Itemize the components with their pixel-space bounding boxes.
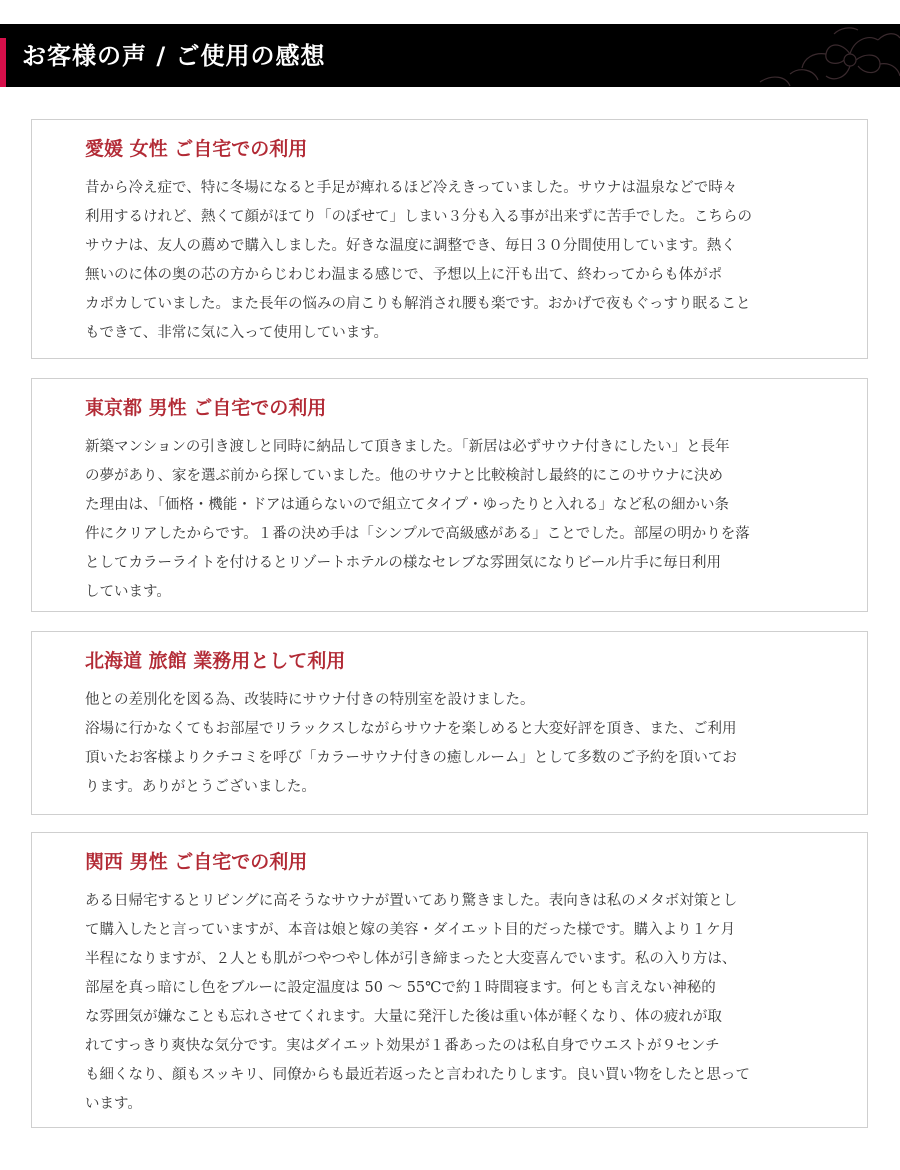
testimonial-body: 他との差別化を図る為、改装時にサウナ付きの特別室を設けました。 浴場に行かなくてもお部屋でリラックスしながらサウナを楽しめると大変好評を頂き、また、ご利用 頂いたお客様よりクチコミを呼び「カラーサウナ付きの癒しルーム」として多数のご予約を頂いてお ります。ありがとうございました。 <box>85 692 737 795</box>
testimonial-title: 北海道 旅館 業務用として利用 <box>85 650 346 672</box>
testimonial-title: 東京都 男性 ご自宅での利用 <box>85 397 327 419</box>
testimonial-title: 愛媛 女性 ご自宅での利用 <box>85 138 308 160</box>
flower-ornament-icon <box>730 24 900 87</box>
header-accent-bar <box>0 38 6 87</box>
section-header <box>0 24 900 87</box>
testimonial-card <box>31 119 868 359</box>
testimonial-card <box>31 378 868 612</box>
testimonial-card <box>31 832 868 1128</box>
section-title: お客様の声 / ご使用の感想 <box>22 42 326 70</box>
testimonial-body: 新築マンションの引き渡しと同時に納品して頂きました。「新居は必ずサウナ付きにしたい」と長年 の夢があり、家を選ぶ前から探していました。他のサウナと比較検討し最終的にこのサウナに決め た理由は、「価格・機能・ドアは通らないので組立てタイプ・ゆったりと入れる」など私の細かい条 件にクリアしたからです。１番の決め手は「シンプルで高級感がある」ことでした。部屋の明かりを落 としてカラーライトを付けるとリゾートホテルの様なセレブな雰囲気になりビール片手に毎日利用 しています。 <box>85 439 750 600</box>
testimonial-body: ある日帰宅するとリビングに高そうなサウナが置いてあり驚きました。表向きは私のメタボ対策とし て購入したと言っていますが、本音は娘と嫁の美容・ダイエット目的だった様です。購入より１ケ月 半程になりますが、２人とも肌がつやつやし体が引き締まったと大変喜んでいます。私の入り方は、 部屋を真っ暗にし色をブルーに設定温度は 50 ～ 55℃で約１時間寝ます。何とも言えない神秘的 な雰囲気が嫌なことも忘れさせてくれます。大量に発汗した後は重い体が軽くなり、体の疲れが取 れてすっきり爽快な気分です。実はダイエット効果が１番あったのは私自身でウエストが９センチ も細くなり、顔もスッキリ、同僚からも最近若返ったと言われたりします。良い買い物をしたと思って います。 <box>85 893 750 1112</box>
testimonial-title: 関西 男性 ご自宅での利用 <box>85 851 308 873</box>
testimonial-card <box>31 631 868 815</box>
testimonial-body: 昔から冷え症で、特に冬場になると手足が痺れるほど冷えきっていました。サウナは温泉などで時々 利用するけれど、熱くて顔がほてり「のぼせて」しまい３分も入る事が出来ずに苦手でした。こちらの サウナは、友人の薦めで購入しました。好きな温度に調整でき、毎日３０分間使用しています。熱く 無いのに体の奥の芯の方からじわじわ温まる感じで、予想以上に汗も出て、終わってからも体がポ カポカしていました。また長年の悩みの肩こりも解消され腰も楽です。おかげで夜もぐっすり眠ること もできて、非常に気に入って使用しています。 <box>85 180 752 341</box>
